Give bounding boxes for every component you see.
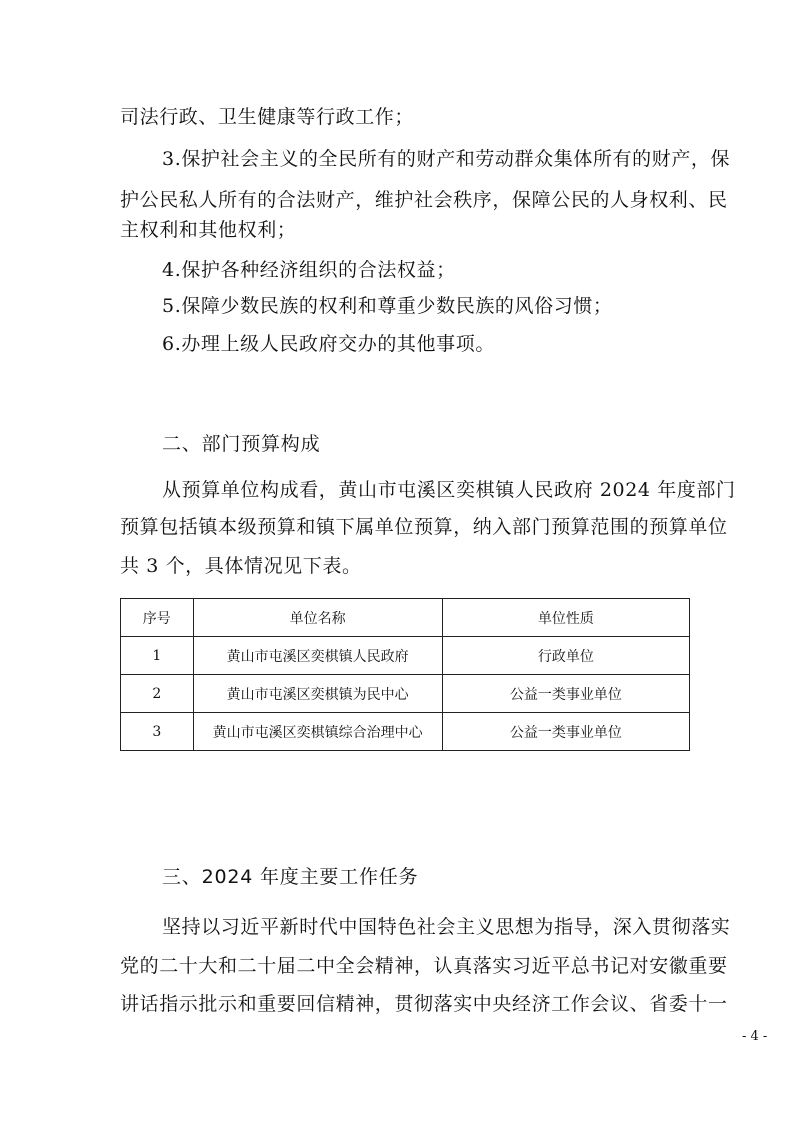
cell-unit-name: 黄山市屯溪区奕棋镇为民中心 [193, 675, 442, 713]
header-index: 序号 [121, 599, 194, 637]
section2-paragraph-cont: 共 3 个，具体情况见下表。 [120, 555, 362, 577]
cell-index: 3 [121, 713, 194, 751]
cell-unit-type: 行政单位 [442, 637, 689, 675]
table-row [121, 637, 690, 675]
section-heading-3: 三、2024 年度主要工作任务 [162, 866, 419, 888]
section3-paragraph-cont: 讲话指示批示和重要回信精神，贯彻落实中央经济工作会议、省委十一 [120, 993, 728, 1015]
section3-paragraph-cont: 党的二十大和二十届二中全会精神，认真落实习近平总书记对安徽重要 [120, 955, 728, 977]
list-item-3-cont: 主权利和其他权利； [120, 219, 297, 241]
page-number: - 4 - [742, 1029, 768, 1044]
list-item-3-cont: 护公民私人所有的合法财产，维护社会秩序，保障公民的人身权利、民 [120, 189, 728, 211]
list-item-3: 3.保护社会主义的全民所有的财产和劳动群众集体所有的财产，保 [162, 148, 731, 170]
cell-unit-type: 公益一类事业单位 [442, 713, 689, 751]
list-item-5: 5.保障少数民族的权利和尊重少数民族的风俗习惯； [162, 295, 613, 317]
cell-unit-type: 公益一类事业单位 [442, 675, 689, 713]
cell-index: 2 [121, 675, 194, 713]
table-row [121, 675, 690, 713]
section2-paragraph: 从预算单位构成看，黄山市屯溪区奕棋镇人民政府 2024 年度部门 [162, 479, 736, 501]
cell-unit-name: 黄山市屯溪区奕棋镇综合治理中心 [193, 713, 442, 751]
table-row [121, 713, 690, 751]
section2-paragraph-cont: 预算包括镇本级预算和镇下属单位预算，纳入部门预算范围的预算单位 [120, 516, 728, 538]
list-item-4: 4.保护各种经济组织的合法权益； [162, 259, 456, 281]
header-unit-type: 单位性质 [442, 599, 689, 637]
body-text-line: 司法行政、卫生健康等行政工作； [120, 106, 415, 128]
table-header-row [121, 599, 690, 637]
header-unit-name: 单位名称 [193, 599, 442, 637]
cell-unit-name: 黄山市屯溪区奕棋镇人民政府 [193, 637, 442, 675]
budget-units-table [120, 598, 690, 751]
list-item-6: 6.办理上级人民政府交办的其他事项。 [162, 333, 495, 355]
section3-paragraph: 坚持以习近平新时代中国特色社会主义思想为指导，深入贯彻落实 [162, 916, 731, 938]
cell-index: 1 [121, 637, 194, 675]
section-heading-2: 二、部门预算构成 [162, 433, 321, 455]
